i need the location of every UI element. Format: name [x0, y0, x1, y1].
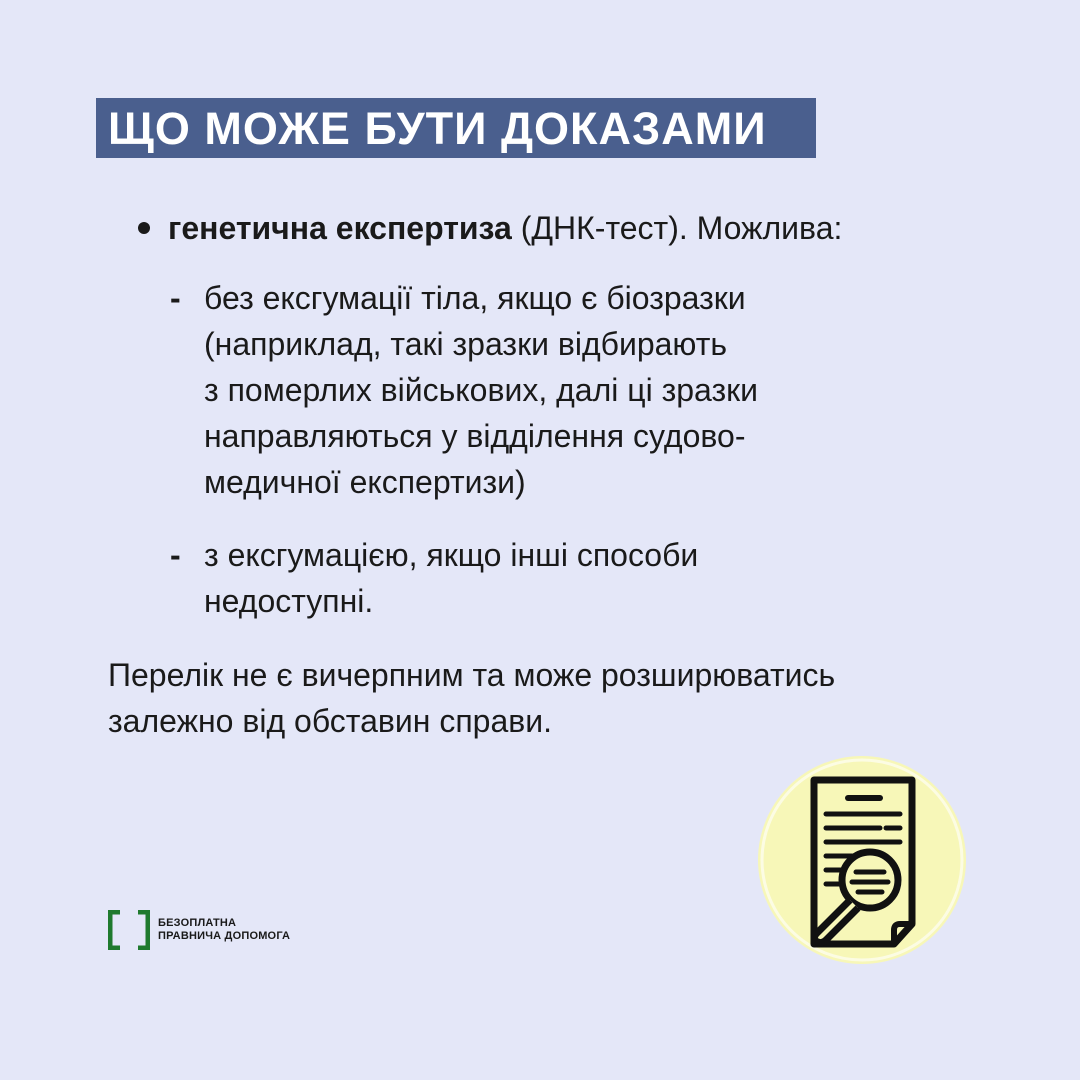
bullet-bold-text: генетична експертиза [168, 210, 512, 246]
sub-item-1-line-3: з померлих військових, далі ці зразки [204, 372, 759, 408]
sub-item-1-text [204, 275, 758, 505]
dash-marker: - [170, 537, 181, 573]
document-magnifier-icon [752, 752, 972, 972]
sub-item-1-line-4: направляються у відділення судово- [204, 418, 746, 454]
bullet-dot-icon [138, 222, 150, 234]
organization-logo [108, 910, 290, 950]
logo-line-2: ПРАВНИЧА ДОПОМОГА [158, 930, 291, 942]
sub-item-2-line-2: недоступні. [204, 583, 374, 619]
dash-marker: - [170, 280, 181, 316]
bracket-logo-icon [108, 910, 150, 950]
sub-item-1-line-2: (наприклад, такі зразки відбирають [204, 326, 728, 362]
sub-item-2-line-1: з ексгумацією, якщо інші способи [204, 537, 699, 573]
page-title: ЩО МОЖЕ БУТИ ДОКАЗАМИ [108, 102, 767, 154]
sub-item-1-line-5: медичної експертизи) [204, 464, 526, 500]
footnote-line-1: Перелік не є вичерпним та може розширюватись [108, 657, 836, 693]
footnote-line-2: залежно від обставин справи. [108, 703, 552, 739]
bullet-item [138, 205, 842, 251]
sub-item-2-text [204, 532, 698, 624]
logo-line-1: БЕЗОПЛАТНА [158, 917, 237, 929]
title-banner [96, 98, 816, 158]
footnote [108, 652, 835, 744]
bullet-rest-text: (ДНК-тест). Можлива: [511, 210, 843, 246]
sub-item-1-line-1: без ексгумації тіла, якщо є біозразки [204, 280, 746, 316]
logo-text [158, 917, 290, 943]
